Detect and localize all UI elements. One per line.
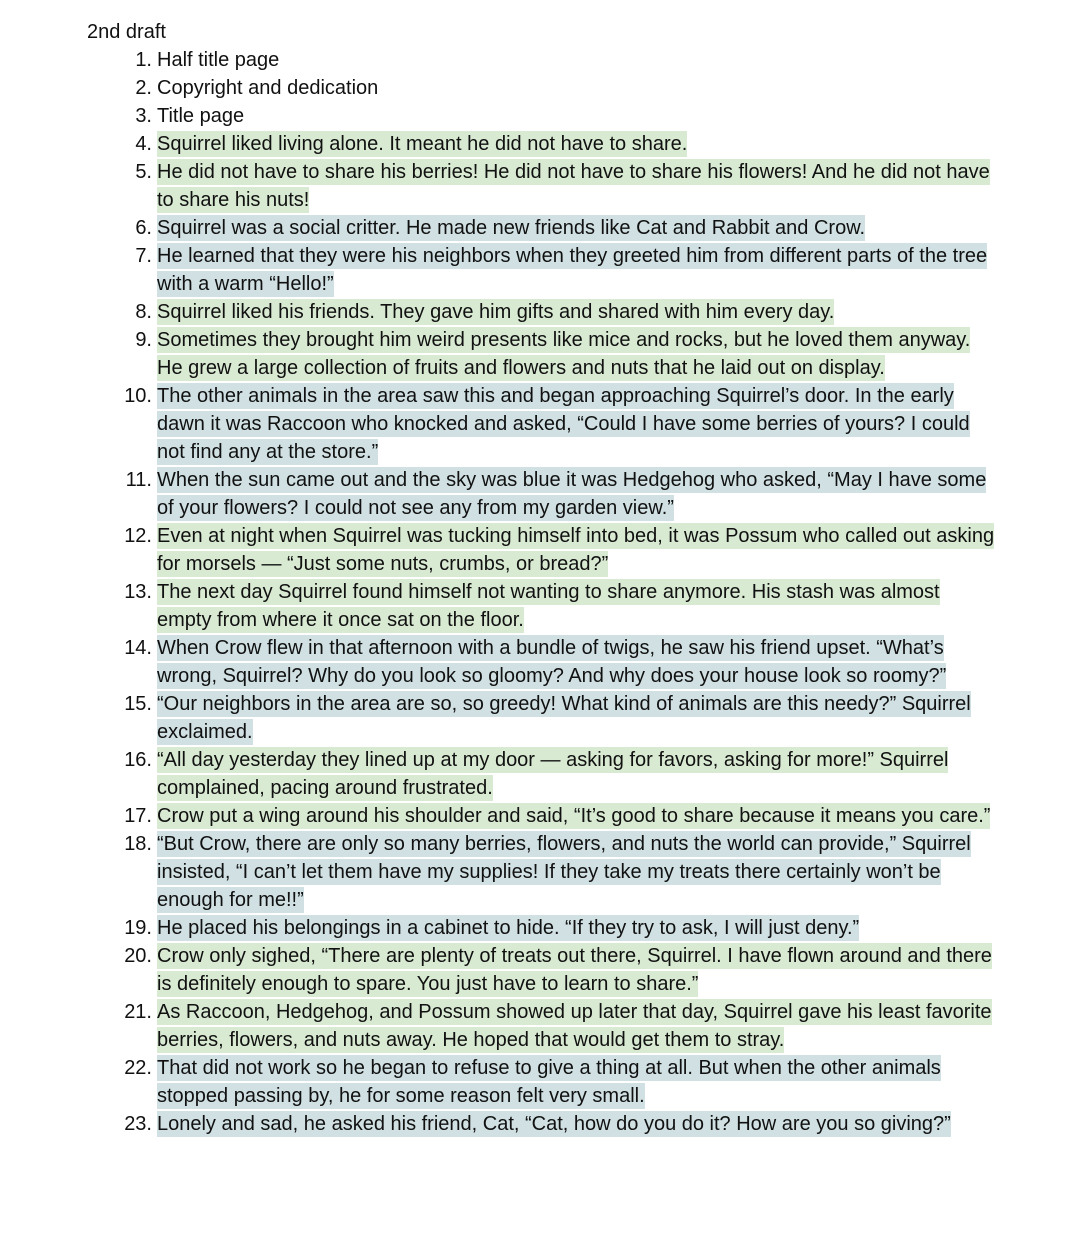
list-item [0, 802, 997, 830]
list-item [0, 1110, 997, 1138]
list-item-text: He placed his belongings in a cabinet to hide. “If they try to ask, I will just deny.” [157, 917, 860, 939]
list-item-text: As Raccoon, Hedgehog, and Possum showed up later that day, Squirrel gave his least favorite berries, flowers, and nuts away. He hoped that would get them to stray. [157, 1001, 992, 1051]
list-item-number: 19. [124, 917, 152, 939]
list-item-number: 13. [124, 581, 152, 603]
list-item-number: 6. [135, 217, 152, 239]
list-item-text: Title page [157, 105, 245, 127]
list-item-number: 14. [124, 637, 152, 659]
list-item [0, 578, 997, 634]
list-item-number: 1. [135, 49, 152, 71]
list-item [0, 326, 997, 382]
list-item-number: 7. [135, 245, 152, 267]
list-item-text: When Crow flew in that afternoon with a bundle of twigs, he saw his friend upset. “What’s wrong, Squirrel? Why do you look so gloomy? And why does your house look so roomy?” [157, 637, 947, 687]
list-item [0, 130, 997, 158]
list-item-text: Lonely and sad, he asked his friend, Cat, “Cat, how do you do it? How are you so giving?” [157, 1113, 951, 1135]
list-item-text: Sometimes they brought him weird presents like mice and rocks, but he loved them anyway. He grew a large collection of fruits and flowers and nuts that he laid out on display. [157, 329, 971, 379]
list-item-number: 15. [124, 693, 152, 715]
list-item-text: Squirrel liked living alone. It meant he did not have to share. [157, 133, 688, 155]
list-item-number: 22. [124, 1057, 152, 1079]
list-item-text: Even at night when Squirrel was tucking himself into bed, it was Possum who called out asking for morsels — “Just some nuts, crumbs, or bread?” [157, 525, 995, 575]
list-item [0, 214, 997, 242]
list-item-number: 20. [124, 945, 152, 967]
list-item [0, 158, 997, 214]
document-title: 2nd draft [87, 21, 166, 43]
list-item [0, 942, 997, 998]
list-item-text: “All day yesterday they lined up at my door — asking for favors, asking for more!” Squirrel complained, pacing around frustrated. [157, 749, 949, 799]
list-item-text: Squirrel liked his friends. They gave him gifts and shared with him every day. [157, 301, 835, 323]
list-item [0, 998, 997, 1054]
list-item-number: 21. [124, 1001, 152, 1023]
list-item-text: Squirrel was a social critter. He made new friends like Cat and Rabbit and Crow. [157, 217, 866, 239]
list-item [0, 74, 997, 102]
list-item-text: He learned that they were his neighbors when they greeted him from different parts of the tree with a warm “Hello!” [157, 245, 988, 295]
list-item [0, 46, 997, 74]
list-item-text: Crow only sighed, “There are plenty of treats out there, Squirrel. I have flown around and there is definitely enough to spare. You just have to learn to share.” [157, 945, 992, 995]
list-item-text: He did not have to share his berries! He did not have to share his flowers! And he did not have to share his nuts! [157, 161, 990, 211]
list-item-number: 5. [135, 161, 152, 183]
list-item-number: 23. [124, 1113, 152, 1135]
list-item [0, 634, 997, 690]
list-item-number: 12. [124, 525, 152, 547]
list-item-text: The next day Squirrel found himself not wanting to share anymore. His stash was almost empty from where it once sat on the floor. [157, 581, 940, 631]
list-item-number: 3. [135, 105, 152, 127]
draft-outline-list [0, 46, 997, 1138]
list-item-text: Copyright and dedication [157, 77, 379, 99]
list-item-number: 10. [124, 385, 152, 407]
list-item-number: 11. [125, 469, 152, 491]
list-item-text: The other animals in the area saw this and began approaching Squirrel’s door. In the early dawn it was Raccoon who knocked and asked, “Could I have some berries of yours? I could not find any at the store.” [157, 385, 970, 463]
list-item [0, 1054, 997, 1110]
list-item-text: Crow put a wing around his shoulder and said, “It’s good to share because it means you care.” [157, 805, 991, 827]
list-item-number: 8. [135, 301, 152, 323]
list-item [0, 522, 997, 578]
list-item [0, 102, 997, 130]
list-item-text: That did not work so he began to refuse to give a thing at all. But when the other animals stopped passing by, he for some reason felt very small. [157, 1057, 941, 1107]
list-item-number: 16. [124, 749, 152, 771]
list-item-number: 18. [124, 833, 152, 855]
list-item-text: When the sun came out and the sky was blue it was Hedgehog who asked, “May I have some of your flowers? I could not see any from my garden view.” [157, 469, 987, 519]
list-item-text: “But Crow, there are only so many berries, flowers, and nuts the world can provide,” Squirrel insisted, “I can’t let them have my supplies! If they take my treats there certainly won’t be enough for me!!” [157, 833, 971, 911]
list-item [0, 466, 997, 522]
list-item [0, 690, 997, 746]
list-item-number: 9. [135, 329, 152, 351]
list-item-number: 17. [124, 805, 152, 827]
list-item [0, 914, 997, 942]
list-item-text: “Our neighbors in the area are so, so greedy! What kind of animals are this needy?” Squirrel exclaimed. [157, 693, 971, 743]
list-item-number: 2. [135, 77, 152, 99]
list-item [0, 746, 997, 802]
list-item [0, 242, 997, 298]
list-item [0, 298, 997, 326]
list-item [0, 830, 997, 914]
list-item [0, 382, 997, 466]
list-item-number: 4. [135, 133, 152, 155]
list-item-text: Half title page [157, 49, 280, 71]
